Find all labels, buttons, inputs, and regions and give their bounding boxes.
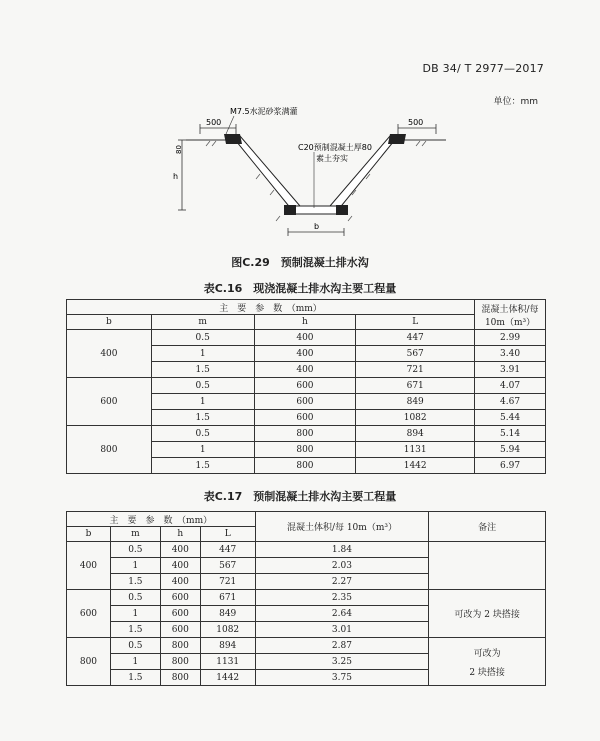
col-b-header: b (67, 527, 111, 542)
left-slope-slab (232, 136, 300, 210)
l-cell: 447 (356, 330, 475, 346)
note-line: 可改为 (473, 648, 501, 659)
col-m-header: m (151, 315, 254, 330)
table-c16 (66, 299, 546, 474)
b-cell: 600 (67, 590, 111, 638)
b-cell: 800 (67, 426, 152, 474)
l-cell: 567 (356, 346, 475, 362)
h-cell: 600 (160, 606, 200, 622)
dim-h: h (173, 172, 179, 181)
volume-cell: 2.35 (255, 590, 429, 606)
m-cell: 1 (151, 346, 254, 362)
l-cell: 849 (200, 606, 255, 622)
l-cell: 671 (356, 378, 475, 394)
note-line: 2 块搭接 (469, 667, 505, 678)
volume-cell: 3.91 (475, 362, 546, 378)
h-cell: 800 (254, 442, 356, 458)
col-b-header: b (67, 315, 152, 330)
m-cell: 1.5 (110, 622, 160, 638)
standard-number: DB 34/ T 2977—2017 (422, 62, 544, 75)
m-cell: 0.5 (110, 542, 160, 558)
dim-80: 80 (175, 145, 183, 154)
table-row (67, 378, 546, 394)
l-cell: 1442 (200, 670, 255, 686)
h-cell: 400 (254, 346, 356, 362)
l-cell: 849 (356, 394, 475, 410)
l-cell: 894 (200, 638, 255, 654)
table-row (67, 590, 546, 606)
volume-cell: 5.44 (475, 410, 546, 426)
bottom-slab (288, 206, 344, 214)
h-cell: 400 (160, 574, 200, 590)
note-cell (429, 638, 546, 686)
m-cell: 0.5 (151, 330, 254, 346)
dim-500-right: 500 (408, 118, 424, 127)
note-header: 备注 (429, 512, 546, 542)
m-cell: 0.5 (151, 426, 254, 442)
m-cell: 1.5 (110, 574, 160, 590)
right-top-block (388, 134, 406, 144)
h-cell: 800 (254, 426, 356, 442)
b-cell: 600 (67, 378, 152, 426)
group-header: 主 要 参 数 （mm） (67, 512, 256, 527)
volume-cell: 2.27 (255, 574, 429, 590)
volume-cell: 2.99 (475, 330, 546, 346)
l-cell: 721 (200, 574, 255, 590)
l-cell: 1131 (356, 442, 475, 458)
note-cell (429, 542, 546, 590)
col-h-header: h (160, 527, 200, 542)
volume-cell: 3.75 (255, 670, 429, 686)
b-cell: 800 (67, 638, 111, 686)
l-cell: 1082 (200, 622, 255, 638)
volume-cell: 3.25 (255, 654, 429, 670)
h-cell: 400 (160, 558, 200, 574)
col-l-header: L (356, 315, 475, 330)
unit-label: 单位：mm (493, 97, 538, 107)
l-cell: 894 (356, 426, 475, 442)
concrete-label: C20预制混凝土厚80 (298, 143, 372, 152)
table-header-row (67, 512, 546, 527)
table-c17 (66, 511, 546, 686)
h-cell: 400 (254, 330, 356, 346)
table-row (67, 542, 546, 558)
bottom-left-block (284, 205, 296, 215)
volume-cell: 4.67 (475, 394, 546, 410)
h-cell: 800 (254, 458, 356, 474)
volume-cell: 6.97 (475, 458, 546, 474)
h-cell: 800 (160, 654, 200, 670)
m-cell: 1 (151, 394, 254, 410)
b-cell: 400 (67, 542, 111, 590)
volume-cell: 4.07 (475, 378, 546, 394)
volume-cell: 3.40 (475, 346, 546, 362)
m-cell: 1 (110, 558, 160, 574)
h-cell: 600 (254, 394, 356, 410)
h-cell: 400 (160, 542, 200, 558)
h-cell: 600 (254, 378, 356, 394)
figure-caption: 图C.29 预制混凝土排水沟 (231, 256, 369, 269)
table-row (67, 426, 546, 442)
m-cell: 0.5 (110, 590, 160, 606)
soil-label: 素土夯实 (316, 154, 348, 163)
table-header-row (67, 300, 546, 315)
table-header-row (67, 315, 546, 330)
left-top-block (224, 134, 242, 144)
m-cell: 1.5 (151, 410, 254, 426)
m-cell: 1.5 (151, 458, 254, 474)
col-l-header: L (200, 527, 255, 542)
h-cell: 600 (160, 590, 200, 606)
h-cell: 600 (160, 622, 200, 638)
dim-b: b (314, 222, 320, 231)
m-cell: 1.5 (110, 670, 160, 686)
l-cell: 1442 (356, 458, 475, 474)
l-cell: 1082 (356, 410, 475, 426)
h-cell: 800 (160, 670, 200, 686)
h-cell: 600 (254, 410, 356, 426)
l-cell: 721 (356, 362, 475, 378)
volume-cell: 5.14 (475, 426, 546, 442)
m-cell: 1.5 (151, 362, 254, 378)
b-cell: 400 (67, 330, 152, 378)
m-cell: 0.5 (110, 638, 160, 654)
volume-cell: 2.03 (255, 558, 429, 574)
m-cell: 1 (151, 442, 254, 458)
ditch-cross-section-diagram (170, 104, 460, 244)
mortar-label: M7.5水泥砂浆满灌 (230, 107, 298, 116)
volume-header: 混凝土体积/每 10m（m³） (255, 512, 429, 542)
m-cell: 0.5 (151, 378, 254, 394)
table2-caption: 表C.17 预制混凝土排水沟主要工程量 (203, 490, 397, 503)
table-row (67, 638, 546, 654)
volume-cell: 3.01 (255, 622, 429, 638)
table-row (67, 330, 546, 346)
h-cell: 400 (254, 362, 356, 378)
volume-cell: 2.64 (255, 606, 429, 622)
volume-cell: 5.94 (475, 442, 546, 458)
l-cell: 671 (200, 590, 255, 606)
dim-500-left: 500 (206, 118, 222, 127)
bottom-right-block (336, 205, 348, 215)
col-m-header: m (110, 527, 160, 542)
l-cell: 447 (200, 542, 255, 558)
group-header: 主 要 参 数 （mm） (67, 300, 475, 315)
h-cell: 800 (160, 638, 200, 654)
m-cell: 1 (110, 654, 160, 670)
volume-cell: 2.87 (255, 638, 429, 654)
volume-header: 混凝土体积/每 10m（m³） (475, 300, 546, 330)
l-cell: 1131 (200, 654, 255, 670)
volume-cell: 1.84 (255, 542, 429, 558)
note-cell: 可改为 2 块搭接 (429, 590, 546, 638)
m-cell: 1 (110, 606, 160, 622)
table1-caption: 表C.16 现浇混凝土排水沟主要工程量 (203, 282, 397, 295)
col-h-header: h (254, 315, 356, 330)
l-cell: 567 (200, 558, 255, 574)
